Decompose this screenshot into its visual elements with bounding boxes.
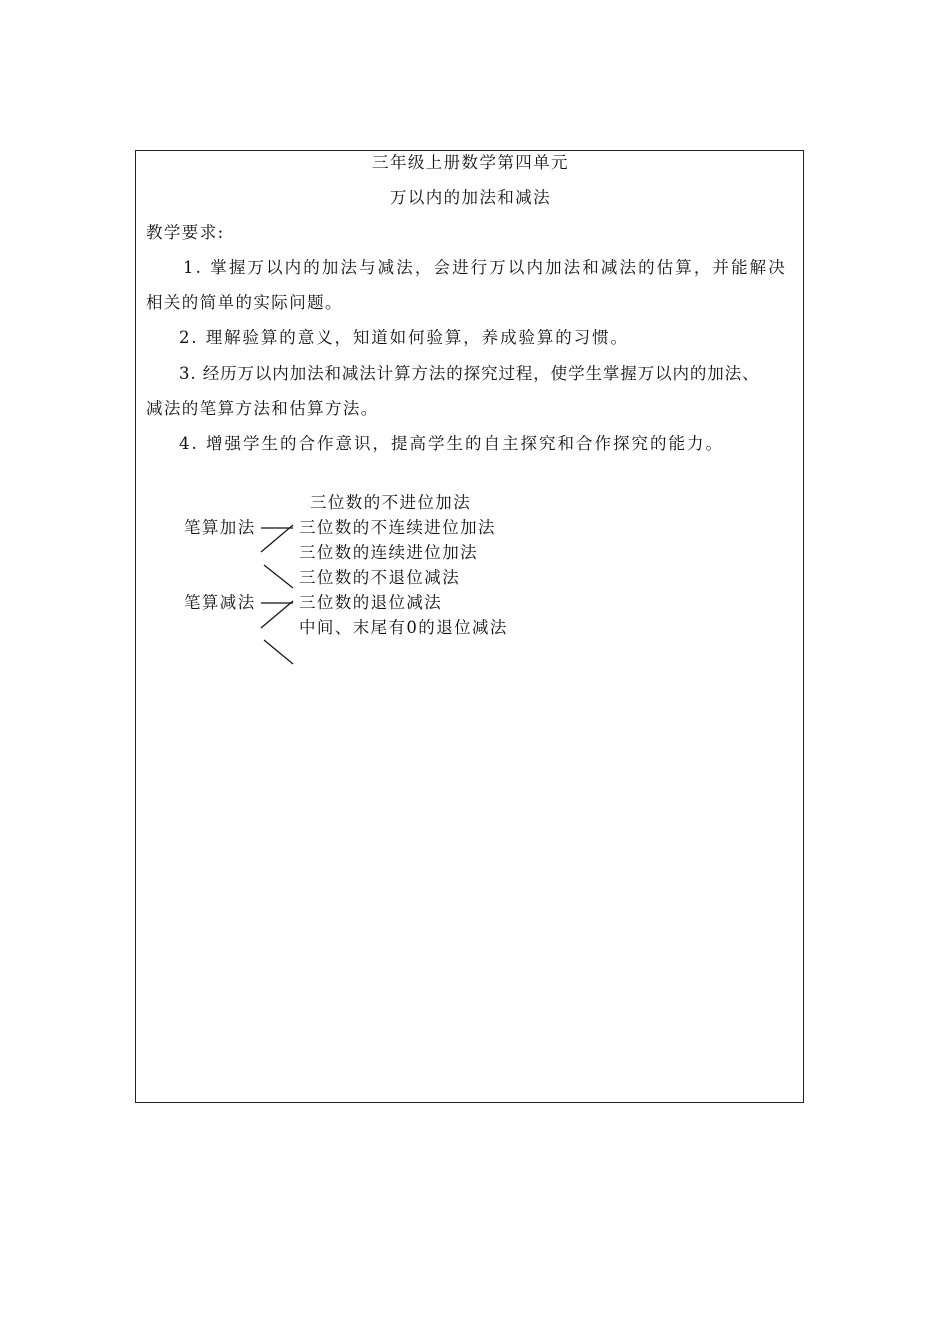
outline-subtraction-item-2: 三位数的退位减法 (299, 593, 443, 612)
outline-addition-item-1: 三位数的不进位加法 (310, 493, 472, 512)
requirement-2: 2. 理解验算的意义，知道如何验算，养成验算的习惯。 (179, 328, 629, 347)
document-title: 三年级上册数学第四单元 (372, 153, 569, 172)
requirement-4: 4. 增强学生的合作意识，提高学生的自主探究和合作探究的能力。 (179, 434, 724, 453)
document-subtitle: 万以内的加法和减法 (389, 188, 552, 207)
outline-addition-item-2: 三位数的不连续进位加法 (299, 518, 496, 537)
requirement-3-line-2: 减法的笔算方法和估算方法。 (146, 399, 379, 418)
document-frame (135, 150, 804, 1103)
requirement-1-line-1: 1. 掌握万以内的加法与减法，会进行万以内加法和减法的估算，并能解决 (183, 258, 787, 277)
outline-addition-label: 笔算加法 (184, 518, 256, 537)
outline-subtraction-label: 笔算减法 (184, 593, 256, 612)
requirement-3-line-1: 3. 经历万以内加法和减法计算方法的探究过程，使学生掌握万以内的加法、 (179, 364, 760, 383)
outline-subtraction-item-3: 中间、末尾有0的退位减法 (299, 618, 508, 637)
outline-subtraction-item-1: 三位数的不退位减法 (299, 568, 461, 587)
section-heading: 教学要求: (146, 223, 225, 242)
requirement-1-line-2: 相关的简单的实际问题。 (146, 293, 343, 312)
outline-addition-item-3: 三位数的连续进位加法 (299, 543, 478, 562)
